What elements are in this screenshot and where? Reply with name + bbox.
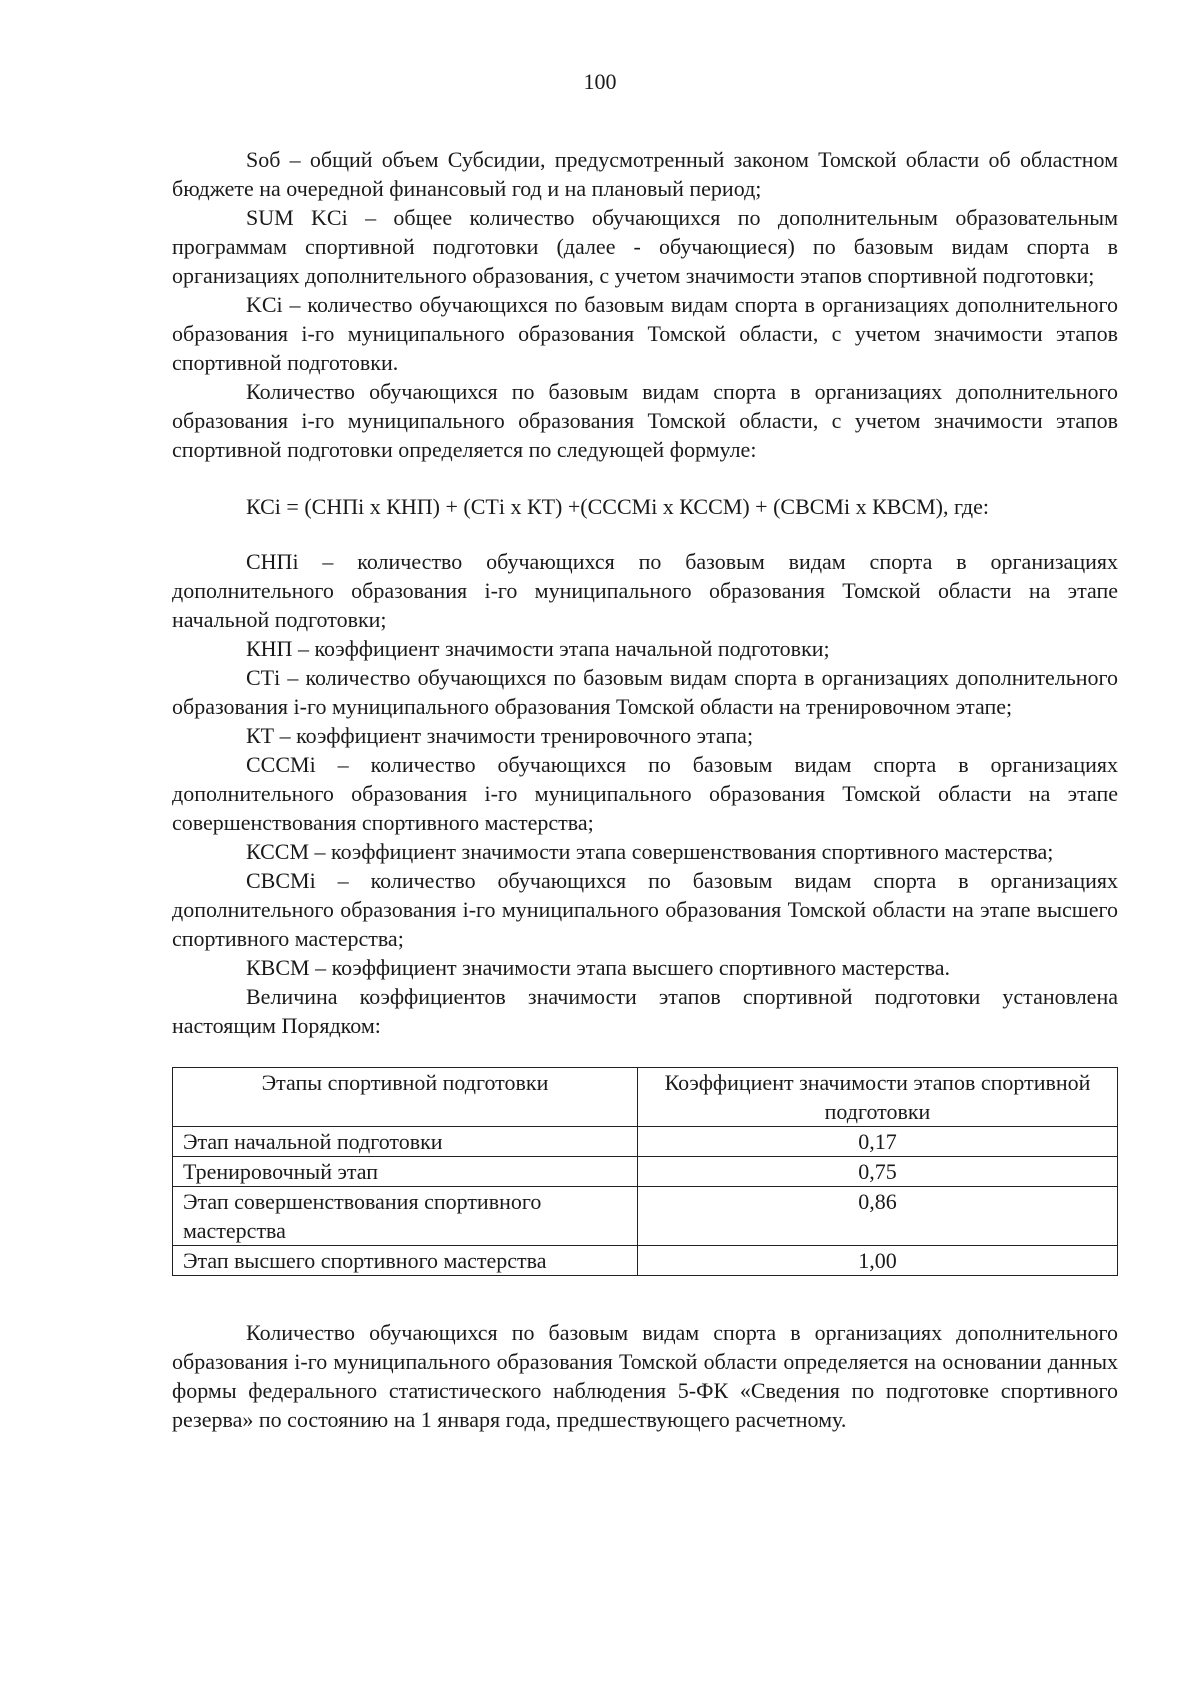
- paragraph-kt-definition: КТ – коэффициент значимости тренировочного этапа;: [246, 723, 754, 748]
- paragraph-knp-definition: КНП – коэффициент значимости этапа начальной подготовки;: [246, 636, 830, 661]
- table-header-row: [173, 1068, 1118, 1127]
- table-cell-stage: Этап высшего спортивного мастерства: [173, 1246, 638, 1276]
- table-cell-coefficient: 0,17: [638, 1127, 1118, 1157]
- table-cell-coefficient: 0,86: [638, 1187, 1118, 1246]
- formula: КСi = (СНПi х КНП) + (СТi х КТ) +(СССМi х КССМ) + (СВСМi х КВСМ), где:: [246, 494, 990, 519]
- table-row: [173, 1157, 1118, 1187]
- table-cell-coefficient: 0,75: [638, 1157, 1118, 1187]
- paragraph-sum-kci-definition: SUM KCi – общее количество обучающихся по дополнительным образовательным программам спортивной подготовки (далее - обучающиеся) по базовым видам спорта в организациях дополнительного образования, с учетом значимости этапов спортивной подготовки;: [172, 205, 1118, 288]
- paragraph-data-source: Количество обучающихся по базовым видам спорта в организациях дополнительного образования i-го муниципального образования Томской области определяется на основании данных формы федерального статистического наблюдения 5-ФК «Сведения по подготовке спортивного резерва» по состоянию на 1 января года, предшествующего расчетному.: [172, 1320, 1118, 1432]
- table-row: [173, 1187, 1118, 1246]
- paragraph-sssmi-definition: СССМi – количество обучающихся по базовым видам спорта в организациях дополнительного образования i-го муниципального образования Томской области на этапе совершенствования спортивного мастерства;: [172, 752, 1118, 835]
- paragraph-table-intro: Величина коэффициентов значимости этапов спортивной подготовки установлена настоящим Порядком:: [172, 984, 1118, 1038]
- paragraph-svsmi-definition: СВСМi – количество обучающихся по базовым видам спорта в организациях дополнительного образования i-го муниципального образования Томской области на этапе высшего спортивного мастерства;: [172, 868, 1118, 951]
- table-cell-stage: Тренировочный этап: [173, 1157, 638, 1187]
- table-header-stage: Этапы спортивной подготовки: [173, 1068, 638, 1127]
- table-row: [173, 1127, 1118, 1157]
- paragraph-sob-definition: Sоб – общий объем Субсидии, предусмотренный законом Томской области об областном бюджете на очередной финансовый год и на плановый период;: [172, 147, 1118, 201]
- table-cell-coefficient: 1,00: [638, 1246, 1118, 1276]
- paragraph-kci-definition: KCi – количество обучающихся по базовым видам спорта в организациях дополнительного образования i-го муниципального образования Томской области, с учетом значимости этапов спортивной подготовки.: [172, 292, 1118, 375]
- page-number: 100: [583, 69, 617, 94]
- paragraph-formula-intro: Количество обучающихся по базовым видам спорта в организациях дополнительного образования i-го муниципального образования Томской области, с учетом значимости этапов спортивной подготовки определяется по следующей формуле:: [172, 379, 1118, 462]
- table-cell-stage: Этап начальной подготовки: [173, 1127, 638, 1157]
- paragraph-snpi-definition: СНПi – количество обучающихся по базовым видам спорта в организациях дополнительного образования i-го муниципального образования Томской области на этапе начальной подготовки;: [172, 549, 1118, 632]
- paragraph-sti-definition: СТi – количество обучающихся по базовым видам спорта в организациях дополнительного образования i-го муниципального образования Томской области на тренировочном этапе;: [172, 665, 1118, 719]
- paragraph-kssm-definition: КССМ – коэффициент значимости этапа совершенствования спортивного мастерства;: [246, 839, 1054, 864]
- paragraph-kvsm-definition: КВСМ – коэффициент значимости этапа высшего спортивного мастерства.: [246, 955, 951, 980]
- coefficients-table: [172, 1067, 1118, 1276]
- table-header-coefficient: Коэффициент значимости этапов спортивной подготовки: [638, 1068, 1118, 1127]
- document-body: [172, 145, 1118, 1434]
- table-cell-stage: Этап совершенствования спортивного мастерства: [173, 1187, 638, 1246]
- table-row: [173, 1246, 1118, 1276]
